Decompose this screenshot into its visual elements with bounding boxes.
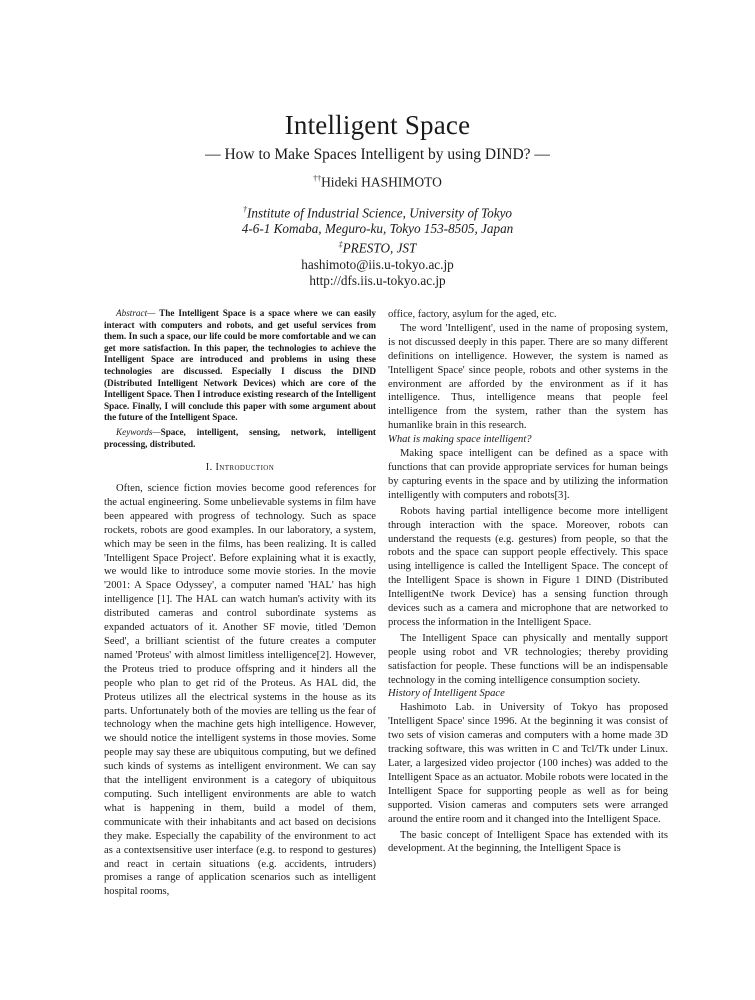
subsection2-paragraph-1: Hashimoto Lab. in University of Tokyo has proposed 'Intelligent Space' since 1996. At the beginning it was consist of two sets of vision cameras and computers with a home made 3D tracking software, this was written in C and Tcl/Tk under Linux. Later, a largesized video projector (100 inches) was added to the Intelligent Space as an actuator. Mobile robots were located in the Intelligent Space for supporting people as well as for being supported. Vision cameras and computers sets were arranged around the entire room and it changed into the Intelligent Space. bbox=[388, 702, 668, 825]
author-line bbox=[0, 174, 755, 191]
paper-subtitle: — How to Make Spaces Intelligent by using DIND? — bbox=[205, 146, 550, 163]
subsection2-paragraph-2: The basic concept of Intelligent Space has extended with its development. At the beginning, the Intelligent Space is bbox=[388, 829, 668, 855]
affiliation-1-line2: 4-6-1 Komaba, Meguro-ku, Tokyo 153-8505, Japan bbox=[241, 221, 514, 237]
author-marks: †† bbox=[313, 174, 322, 183]
paper-title: Intelligent Space bbox=[284, 110, 471, 140]
section-heading-introduction: I. Introduction bbox=[205, 462, 275, 474]
author-name: Hideki HASHIMOTO bbox=[321, 174, 442, 190]
affiliation-1-line1 bbox=[0, 202, 755, 221]
keywords-label: Keywords— bbox=[116, 426, 161, 437]
intro-paragraph-1: Often, science fiction movies become good references for the actual engineering. Some unbelievable systems in film have been appeared with progress of technology. Such as space rockets, robots are good examples. In our laboratory, a system, which may be seen in the films, has been realizing. It is called 'Intelligent Space Project'. Before explaining what it is exactly, we would like to introduce some movie stories. In the movie '2001: A Space Odyssey', a computer named 'HAL' has high intelligence [1]. The HAL can watch human's activity with its distributed cameras and control subordinate systems as expanded actuators of it. Another SF movie, titled 'Demon Seed', a brilliant scientist of the future creates a computer named 'Proteus' with almost limitless intelligence[2]. However, the Proteus tried to produce offspring and it hinders all the people who plan to get rid of the Proteus. As HAL did, the Proteus utilizes all the electrical systems in the house as its parts. Unfortunately both of the movies are telling us the fear of technology when the machine gets high intelligence. However, we should notice the intelligent systems in those movies. Some people may say these are ubiquitous computing, but we defined such kinds of systems as intelligent environment. We can say that the intelligent environment is a category of ubiquitous computing. Such intelligent environments are able to watch what is happening in them, build a model of them, communicate with their inhabitants and act based on decisions they make. Especially the capability of the environment to act as a contextsensitive user interface (e.g. to respond to gestures) and react in certain situations (e.g. accidents, intruders) promises a range of application scenarios such as intelligent hospital rooms, bbox=[104, 483, 376, 898]
affiliation-block bbox=[0, 202, 755, 289]
intro-paragraph-1-continued: office, factory, asylum for the aged, etc. bbox=[388, 309, 557, 320]
intro-paragraph-2: The word 'Intelligent', used in the name of proposing system, is not discussed deeply in this paper. There are so many different definitions on intelligence. However, the system is named as 'Intelligent Space' since people, robots and other systems in the environment are afforded by the environment as if it has intelligence. Thus, intelligence means that people feel intelligence from the system, rather than the system has humanlike brain in this research. bbox=[388, 322, 668, 432]
abstract bbox=[104, 308, 376, 424]
abstract-text: The Intelligent Space is a space where we can easily interact with computers and robots, and get useful services from them. In such a space, our life could be more comfortable and we can get more satisfaction. In this paper, the technologies to achieve the Intelligent Space are introduced and problems in using these technologies are discussed. Especially I discuss the DIND (Distributed Intelligent Network Devices) which are core of the Intelligent Space. Then I introduce existing research of the Intelligent Space. Finally, I will conclude this paper with some argument about the future of the Intelligent Space. bbox=[104, 308, 376, 423]
affiliation-1-text: Institute of Industrial Science, University of Tokyo bbox=[246, 205, 513, 221]
right-column bbox=[388, 308, 668, 856]
affiliation-2 bbox=[0, 237, 755, 256]
subsection1-paragraph-3: The Intelligent Space can physically and mentally support people using robot and VR technologies; thereby providing satisfaction for people. These functions will be an indispensable technology in the coming intelligence consumption society. bbox=[388, 632, 668, 686]
subsection-heading-making-space-intelligent: What is making space intelligent? bbox=[388, 434, 532, 446]
keywords-text: Space, intelligent, sensing, network, intelligent processing, distributed. bbox=[104, 426, 376, 449]
subsection1-paragraph-1: Making space intelligent can be defined as a space with functions that can provide appropriate services for human beings by capturing events in the space and by utilizing the information intelligently with computers and robots[3]. bbox=[388, 448, 668, 501]
subsection1-paragraph-2: Robots having partial intelligence become more intelligent through interaction with the space. Moreover, robots can understand the requests (e.g. gestures) from people, so that the robots and the space can support people effectively. This space using intelligence is called the Intelligent Space. The concept of the Intelligent Space is shown in Figure 1 DIND (Distributed IntelligentNe twork Device) has a sensing function through devices such as a camera and microphone that are networked to process the information in the Intelligent Space. bbox=[388, 505, 668, 628]
affiliation-2-mark: ‡ bbox=[338, 240, 343, 250]
abstract-label: Abstract— bbox=[116, 308, 156, 318]
affiliation-2-text: PRESTO, JST bbox=[342, 240, 417, 256]
left-column bbox=[104, 308, 376, 899]
keywords bbox=[104, 427, 376, 450]
subsection-heading-history: History of Intelligent Space bbox=[388, 688, 505, 700]
author-email: hashimoto@iis.u-tokyo.ac.jp bbox=[301, 256, 454, 272]
affiliation-1-mark: † bbox=[242, 205, 247, 214]
author-url: http://dfs.iis.u-tokyo.ac.jp bbox=[309, 272, 446, 288]
